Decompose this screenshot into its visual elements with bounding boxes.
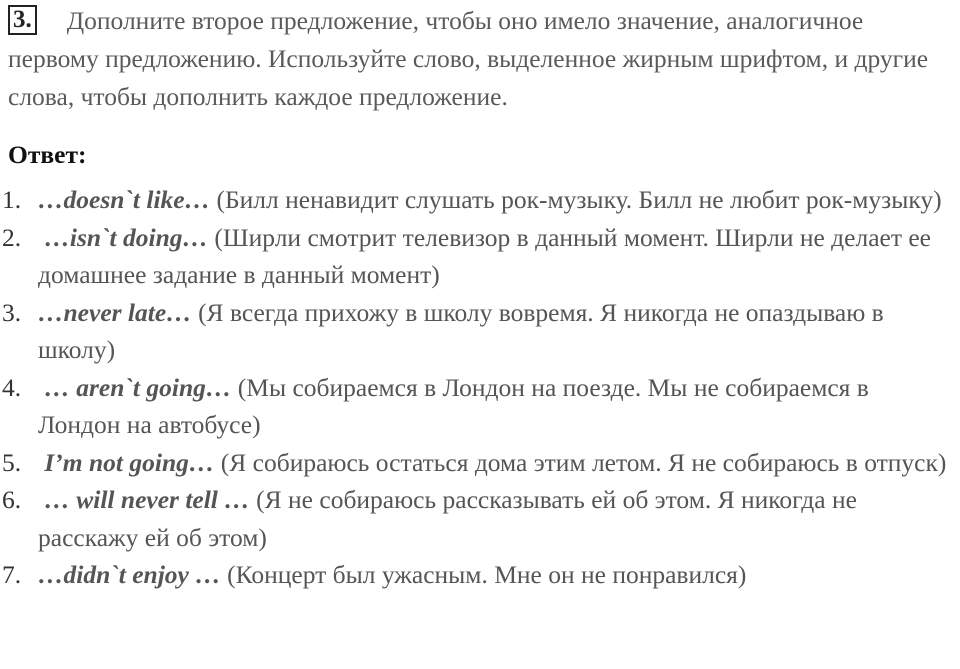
answer-index: 2. <box>2 222 22 252</box>
answer-phrase: … aren`t going… <box>44 372 232 402</box>
answer-phrase: …doesn`t like… <box>38 185 211 214</box>
answer-item-3 <box>0 294 960 369</box>
answer-item-1 <box>0 181 960 219</box>
answer-phrase: I’m not going… <box>44 447 215 477</box>
answer-item-6 <box>0 481 960 556</box>
answer-explanation: (Билл ненавидит слушать рок-музыку. Билл не любит рок-музыку) <box>216 185 942 214</box>
answer-explanation: (Концерт был ужасным. Мне он не понравился) <box>227 560 747 589</box>
task-statement <box>8 2 956 116</box>
answer-item-7 <box>0 556 960 594</box>
answer-index: 4. <box>2 372 22 402</box>
answer-explanation: (Я собираюсь остаться дома этим летом. Я не собираюсь в отпуск) <box>220 447 947 477</box>
answer-explanation: (Я не собираюсь рассказывать ей об этом. Я никогда не расскажу ей об этом) <box>38 485 857 552</box>
answer-label: Ответ: <box>8 140 87 169</box>
answer-explanation: (Мы собираемся в Лондон на поезде. Мы не собираемся в Лондон на автобусе) <box>38 372 869 439</box>
answer-explanation: (Я всегда прихожу в школу вовремя. Я никогда не опаздываю в школу) <box>38 297 884 364</box>
answer-phrase: …isn`t doing… <box>44 222 209 252</box>
answer-phrase: …never late… <box>38 297 192 327</box>
task-text: Дополните второе предложение, чтобы оно имело значение, аналогичное первому предложению. Используйте слово, выделенное жирным шрифтом, и другие слова, чтобы дополнить каждое предложение. <box>8 6 929 111</box>
answer-phrase: … will never tell … <box>44 485 250 514</box>
answer-index: 1. <box>2 185 22 214</box>
answer-index: 7. <box>2 560 22 589</box>
answer-item-4 <box>0 369 960 444</box>
answer-item-5 <box>0 444 960 482</box>
task-number-box: 3. <box>8 5 37 35</box>
answer-list <box>0 181 960 594</box>
answer-index: 3. <box>2 297 22 327</box>
answer-item-2 <box>0 219 960 294</box>
answer-explanation: (Ширли смотрит телевизор в данный момент. Ширли не делает ее домашнее задание в данный момент) <box>38 222 931 289</box>
answer-phrase: …didn`t enjoy … <box>38 560 221 589</box>
answer-index: 6. <box>2 485 22 514</box>
answer-index: 5. <box>2 447 22 477</box>
